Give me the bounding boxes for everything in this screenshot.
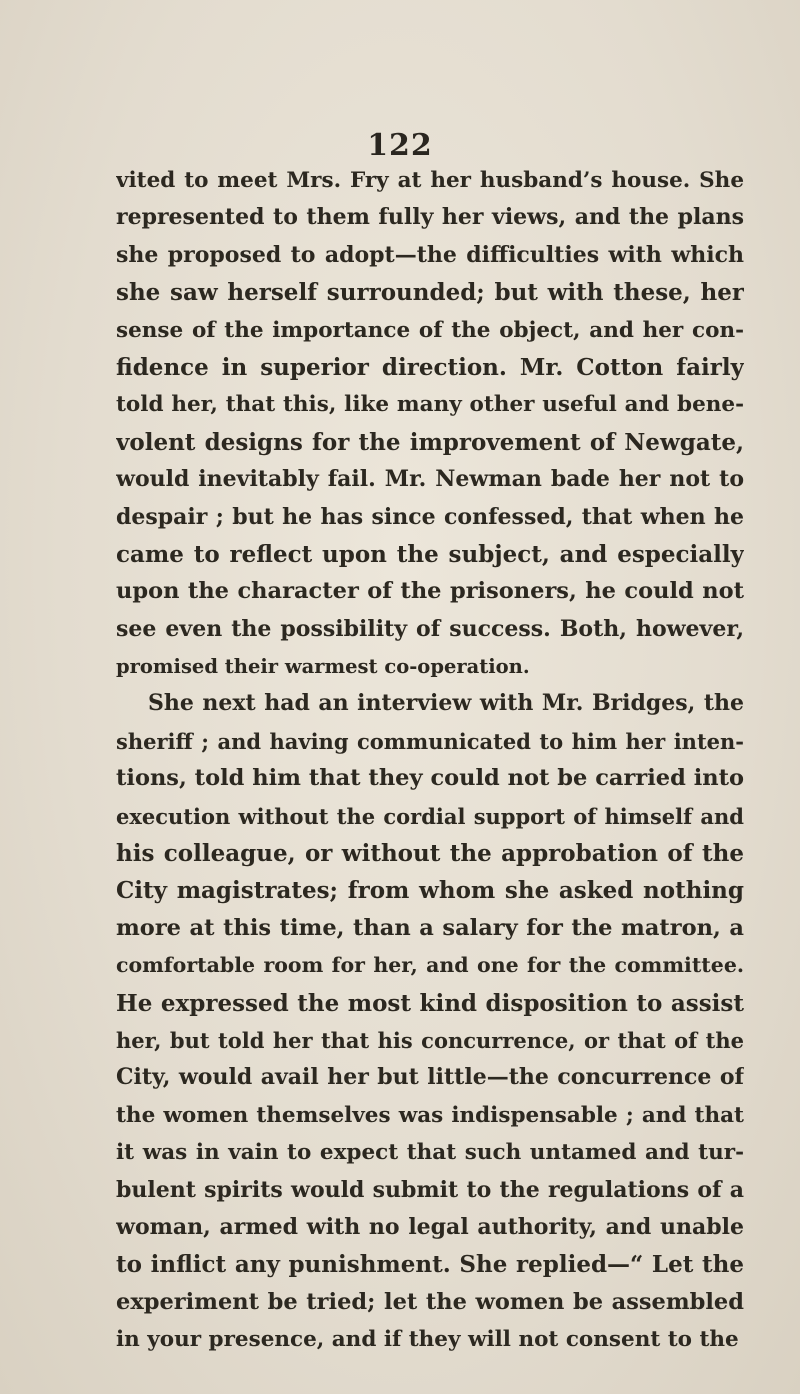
page-number: 122 — [367, 128, 433, 163]
text-line: bulent spirits would submit to the regulations of a — [116, 1176, 744, 1203]
text-line: see even the possibility of success. Both, however, — [116, 615, 744, 642]
paragraph-end-line: promised their warmest co-operation. — [116, 655, 530, 679]
text-line: despair ; but he has since confessed, that when he — [116, 503, 744, 530]
text-line: sense of the importance of the object, and her con- — [116, 317, 744, 343]
text-line: comfortable room for her, and one for the committee. — [116, 953, 744, 978]
text-line: it was in vain to expect that such untamed and tur- — [116, 1140, 744, 1166]
text-line: fidence in superior direction. Mr. Cotton fairly — [116, 353, 744, 381]
text-line: City magistrates; from whom she asked nothing — [116, 877, 744, 905]
text-line: woman, armed with no legal authority, and unable — [116, 1213, 744, 1240]
text-line: City, would avail her but little—the concurrence of — [116, 1064, 744, 1091]
text-line: his colleague, or without the approbation of the — [116, 840, 744, 868]
text-line: sheriff ; and having communicated to him her inten- — [116, 728, 744, 754]
text-line: vited to meet Mrs. Fry at her husband’s house. She — [116, 168, 744, 193]
text-line: her, but told her that his concurrence, or that of the — [116, 1027, 744, 1053]
text-line: to inflict any punishment. She replied—“ Let the — [116, 1251, 744, 1279]
text-line: the women themselves was indispensable ; and that — [116, 1102, 744, 1128]
text-line: represented to them fully her views, and the plans — [116, 204, 744, 231]
text-line: tions, told him that they could not be carried into — [116, 765, 744, 792]
text-line: more at this time, than a salary for the matron, a — [116, 914, 744, 941]
text-line: would inevitably fail. Mr. Newman bade her not to — [116, 466, 744, 493]
text-line: told her, that this, like many other useful and bene- — [116, 392, 744, 418]
text-line: experiment be tried; let the women be assembled — [116, 1288, 744, 1315]
text-line: came to reflect upon the subject, and especially — [116, 540, 744, 568]
body-text — [116, 162, 744, 1359]
text-line: in your presence, and if they will not consent to the — [116, 1327, 739, 1353]
text-line: execution without the cordial support of himself and — [116, 803, 744, 829]
text-line: volent designs for the improvement of Newgate, — [116, 428, 744, 456]
text-line: He expressed the most kind disposition to assist — [116, 989, 744, 1017]
paragraph-start-line: She next had an interview with Mr. Bridges, the — [148, 690, 744, 717]
text-line: upon the character of the prisoners, he could not — [116, 578, 744, 605]
text-line: she saw herself surrounded; but with these, her — [116, 279, 744, 307]
text-line: she proposed to adopt—the difficulties with which — [116, 241, 744, 268]
